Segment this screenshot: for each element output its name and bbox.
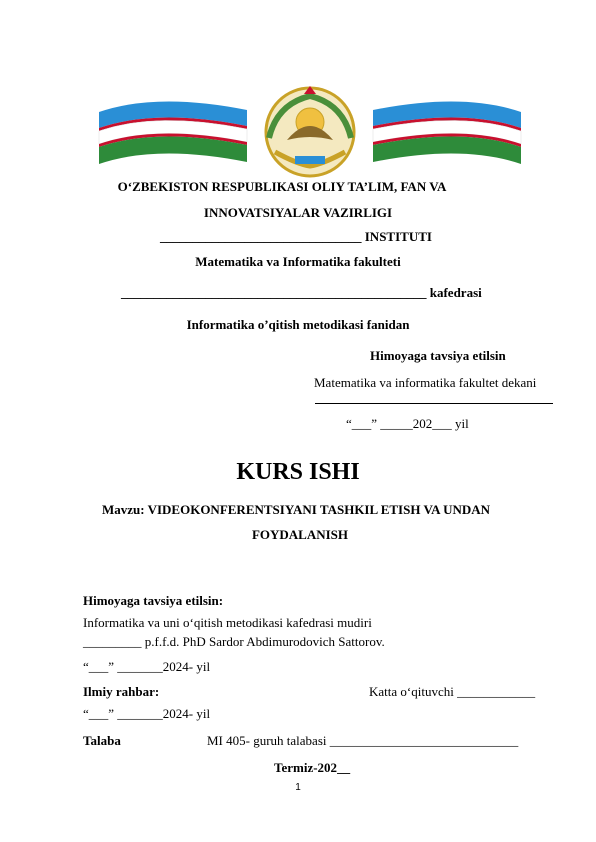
defense-date: “___” _______2024- yil: [83, 659, 211, 674]
state-emblem-banner: [97, 82, 523, 180]
approval-date: “___” _____202___ yil: [346, 416, 469, 431]
department-label: kafedrasi: [429, 285, 482, 300]
approval-title: Himoyaga tavsiya etilsin: [370, 348, 506, 363]
year-blank: __: [337, 760, 351, 775]
supervisor-position: Katta o‘qituvchi ____________: [369, 684, 536, 699]
institute-line: [160, 229, 432, 245]
topic-line-1: Mavzu: VIDEOKONFERENTSIYANI TASHKIL ETISH VA UNDAN: [101, 502, 491, 517]
subject-line: Informatika o’qitish metodikasi fanidan: [186, 317, 410, 332]
dean-title: Matematika va informatika fakultet dekani: [314, 375, 537, 390]
supervisor-label: Ilmiy rahbar:: [83, 684, 160, 699]
department-blank: _______________________________________________: [121, 285, 427, 300]
department-head-line-1: Informatika va uni o‘qitish metodikasi kafedrasi mudiri: [83, 615, 372, 630]
city-year: [274, 760, 350, 776]
faculty-name: Matematika va Informatika fakulteti: [195, 254, 401, 269]
page-number: 1: [295, 782, 301, 793]
student-label: Talaba: [83, 733, 121, 748]
flag-right: [373, 101, 521, 164]
topic-line-2: FOYDALANISH: [251, 527, 349, 542]
flag-left: [99, 101, 247, 164]
dean-signature-line: [315, 403, 553, 404]
supervisor-date: “___” _______2024- yil: [83, 706, 211, 721]
emblem-center: [266, 86, 354, 176]
institute-label: INSTITUTI: [364, 229, 432, 244]
work-type-title: KURS ISHI: [236, 459, 360, 485]
city-year-text: Termiz-202: [274, 760, 338, 775]
department-head-line-2: _________ p.f.f.d. PhD Sardor Abdimurodovich Sattorov.: [83, 634, 385, 649]
defense-title: Himoyaga tavsiya etilsin:: [83, 593, 224, 608]
ministry-line-1: O‘ZBEKISTON RESPUBLIKASI OLIY TA’LIM, FAN VA: [117, 179, 447, 194]
student-group: MI 405- guruh talabasi _____________________________: [207, 733, 519, 748]
department-line: [121, 285, 482, 301]
ministry-line-2: INNOVATSIYALAR VAZIRLIGI: [203, 205, 393, 220]
institute-blank: _______________________________: [160, 229, 362, 244]
